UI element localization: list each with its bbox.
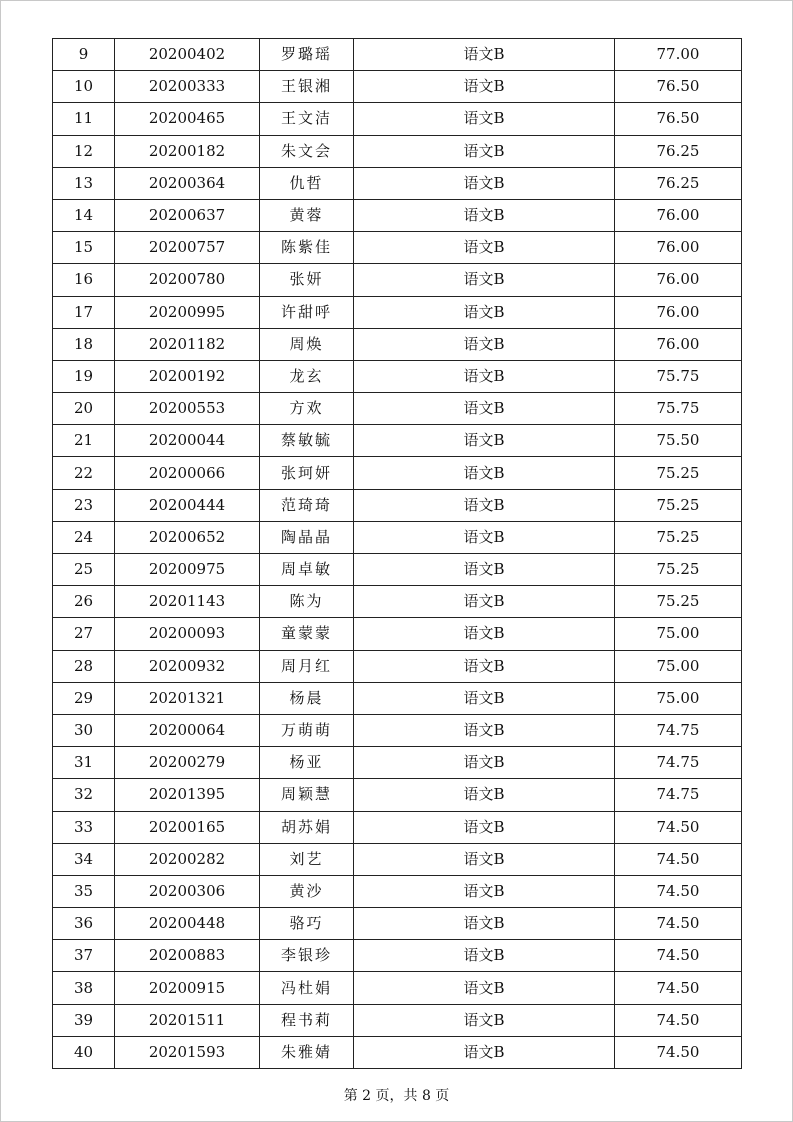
student-name-cell: 范琦琦 [260,489,354,521]
subject-cell: 语文B [354,521,615,553]
subject-cell: 语文B [354,811,615,843]
table-row [53,779,742,811]
table-row [53,811,742,843]
score-cell: 74.50 [615,940,742,972]
score-cell: 75.25 [615,586,742,618]
student-id-cell: 20200553 [115,393,260,425]
score-cell: 76.50 [615,71,742,103]
student-id-cell: 20200915 [115,972,260,1004]
score-cell: 76.00 [615,199,742,231]
rank-cell: 13 [53,167,115,199]
score-cell: 75.75 [615,360,742,392]
table-row [53,1036,742,1068]
rank-cell: 24 [53,521,115,553]
rank-cell: 21 [53,425,115,457]
student-id-cell: 20200995 [115,296,260,328]
student-id-cell: 20201395 [115,779,260,811]
score-cell: 74.50 [615,972,742,1004]
student-name-cell: 朱文会 [260,135,354,167]
subject-cell: 语文B [354,39,615,71]
student-name-cell: 张珂妍 [260,457,354,489]
subject-cell: 语文B [354,714,615,746]
rank-cell: 23 [53,489,115,521]
score-cell: 75.75 [615,393,742,425]
rank-cell: 35 [53,875,115,907]
table-row [53,618,742,650]
student-id-cell: 20200637 [115,199,260,231]
score-cell: 76.00 [615,328,742,360]
table-row [53,747,742,779]
results-table-body [53,39,742,1069]
student-name-cell: 程书莉 [260,1004,354,1036]
student-id-cell: 20200465 [115,103,260,135]
student-id-cell: 20200282 [115,843,260,875]
score-cell: 75.25 [615,457,742,489]
rank-cell: 9 [53,39,115,71]
rank-cell: 30 [53,714,115,746]
student-name-cell: 李银珍 [260,940,354,972]
table-row [53,360,742,392]
rank-cell: 16 [53,264,115,296]
subject-cell: 语文B [354,843,615,875]
student-id-cell: 20200333 [115,71,260,103]
table-row [53,521,742,553]
table-row [53,232,742,264]
student-id-cell: 20200093 [115,618,260,650]
student-id-cell: 20200402 [115,39,260,71]
score-cell: 75.00 [615,650,742,682]
rank-cell: 14 [53,199,115,231]
table-row [53,199,742,231]
table-row [53,393,742,425]
rank-cell: 17 [53,296,115,328]
student-name-cell: 仇哲 [260,167,354,199]
rank-cell: 31 [53,747,115,779]
rank-cell: 20 [53,393,115,425]
table-row [53,167,742,199]
student-name-cell: 周月红 [260,650,354,682]
rank-cell: 34 [53,843,115,875]
table-row [53,296,742,328]
rank-cell: 25 [53,554,115,586]
table-row [53,457,742,489]
student-name-cell: 周颖慧 [260,779,354,811]
student-id-cell: 20201593 [115,1036,260,1068]
score-cell: 76.00 [615,296,742,328]
rank-cell: 15 [53,232,115,264]
table-row [53,682,742,714]
student-name-cell: 王银湘 [260,71,354,103]
subject-cell: 语文B [354,1036,615,1068]
student-id-cell: 20200448 [115,908,260,940]
score-cell: 74.50 [615,875,742,907]
student-id-cell: 20200932 [115,650,260,682]
page-number-footer: 第 2 页，共 8 页 [343,1088,450,1104]
subject-cell: 语文B [354,489,615,521]
subject-cell: 语文B [354,875,615,907]
subject-cell: 语文B [354,457,615,489]
subject-cell: 语文B [354,360,615,392]
subject-cell: 语文B [354,232,615,264]
rank-cell: 22 [53,457,115,489]
score-cell: 75.50 [615,425,742,457]
rank-cell: 33 [53,811,115,843]
score-cell: 75.25 [615,489,742,521]
table-row [53,843,742,875]
table-row [53,328,742,360]
rank-cell: 27 [53,618,115,650]
student-name-cell: 刘艺 [260,843,354,875]
subject-cell: 语文B [354,103,615,135]
rank-cell: 32 [53,779,115,811]
table-row [53,264,742,296]
student-name-cell: 黄蓉 [260,199,354,231]
student-id-cell: 20201143 [115,586,260,618]
subject-cell: 语文B [354,618,615,650]
student-id-cell: 20200165 [115,811,260,843]
student-name-cell: 朱雅婧 [260,1036,354,1068]
subject-cell: 语文B [354,779,615,811]
student-name-cell: 蔡敏毓 [260,425,354,457]
student-name-cell: 黄沙 [260,875,354,907]
student-id-cell: 20200757 [115,232,260,264]
student-id-cell: 20201511 [115,1004,260,1036]
subject-cell: 语文B [354,167,615,199]
score-cell: 74.75 [615,747,742,779]
rank-cell: 28 [53,650,115,682]
table-row [53,714,742,746]
results-table [52,38,742,1069]
subject-cell: 语文B [354,264,615,296]
subject-cell: 语文B [354,328,615,360]
student-name-cell: 冯杜娟 [260,972,354,1004]
score-cell: 74.75 [615,714,742,746]
student-id-cell: 20200279 [115,747,260,779]
student-name-cell: 骆巧 [260,908,354,940]
score-cell: 75.00 [615,618,742,650]
student-id-cell: 20200064 [115,714,260,746]
rank-cell: 10 [53,71,115,103]
student-id-cell: 20200044 [115,425,260,457]
student-id-cell: 20200780 [115,264,260,296]
table-row [53,103,742,135]
subject-cell: 语文B [354,199,615,231]
subject-cell: 语文B [354,940,615,972]
student-id-cell: 20200192 [115,360,260,392]
student-name-cell: 许甜呼 [260,296,354,328]
score-cell: 77.00 [615,39,742,71]
subject-cell: 语文B [354,296,615,328]
subject-cell: 语文B [354,650,615,682]
score-cell: 75.25 [615,521,742,553]
score-cell: 75.25 [615,554,742,586]
student-id-cell: 20200975 [115,554,260,586]
student-id-cell: 20200364 [115,167,260,199]
student-name-cell: 陈紫佳 [260,232,354,264]
subject-cell: 语文B [354,682,615,714]
score-cell: 74.50 [615,908,742,940]
subject-cell: 语文B [354,747,615,779]
score-cell: 76.00 [615,264,742,296]
rank-cell: 39 [53,1004,115,1036]
student-name-cell: 周卓敏 [260,554,354,586]
student-id-cell: 20201321 [115,682,260,714]
student-name-cell: 杨晨 [260,682,354,714]
rank-cell: 12 [53,135,115,167]
student-name-cell: 张妍 [260,264,354,296]
student-id-cell: 20200182 [115,135,260,167]
student-id-cell: 20200652 [115,521,260,553]
student-name-cell: 龙玄 [260,360,354,392]
student-name-cell: 杨亚 [260,747,354,779]
score-cell: 74.50 [615,1004,742,1036]
table-row [53,586,742,618]
student-id-cell: 20200444 [115,489,260,521]
score-cell: 74.50 [615,843,742,875]
student-name-cell: 胡苏娟 [260,811,354,843]
student-name-cell: 万萌萌 [260,714,354,746]
table-row [53,875,742,907]
student-name-cell: 陈为 [260,586,354,618]
rank-cell: 38 [53,972,115,1004]
score-cell: 76.25 [615,167,742,199]
student-id-cell: 20200883 [115,940,260,972]
table-row [53,39,742,71]
rank-cell: 37 [53,940,115,972]
table-row [53,554,742,586]
score-cell: 74.50 [615,1036,742,1068]
score-cell: 75.00 [615,682,742,714]
subject-cell: 语文B [354,554,615,586]
student-name-cell: 王文洁 [260,103,354,135]
rank-cell: 26 [53,586,115,618]
table-row [53,972,742,1004]
subject-cell: 语文B [354,586,615,618]
table-row [53,489,742,521]
rank-cell: 11 [53,103,115,135]
student-id-cell: 20200066 [115,457,260,489]
table-row [53,425,742,457]
table-row [53,135,742,167]
table-row [53,650,742,682]
rank-cell: 40 [53,1036,115,1068]
student-name-cell: 周焕 [260,328,354,360]
rank-cell: 19 [53,360,115,392]
student-id-cell: 20201182 [115,328,260,360]
score-cell: 74.50 [615,811,742,843]
subject-cell: 语文B [354,908,615,940]
subject-cell: 语文B [354,972,615,1004]
table-row [53,908,742,940]
student-name-cell: 童蒙蒙 [260,618,354,650]
student-id-cell: 20200306 [115,875,260,907]
rank-cell: 36 [53,908,115,940]
subject-cell: 语文B [354,425,615,457]
student-name-cell: 陶晶晶 [260,521,354,553]
table-row [53,1004,742,1036]
student-name-cell: 罗璐瑶 [260,39,354,71]
score-cell: 76.25 [615,135,742,167]
student-name-cell: 方欢 [260,393,354,425]
subject-cell: 语文B [354,71,615,103]
rank-cell: 29 [53,682,115,714]
subject-cell: 语文B [354,135,615,167]
subject-cell: 语文B [354,1004,615,1036]
score-cell: 76.50 [615,103,742,135]
table-row [53,940,742,972]
rank-cell: 18 [53,328,115,360]
subject-cell: 语文B [354,393,615,425]
score-cell: 74.75 [615,779,742,811]
table-row [53,71,742,103]
score-cell: 76.00 [615,232,742,264]
